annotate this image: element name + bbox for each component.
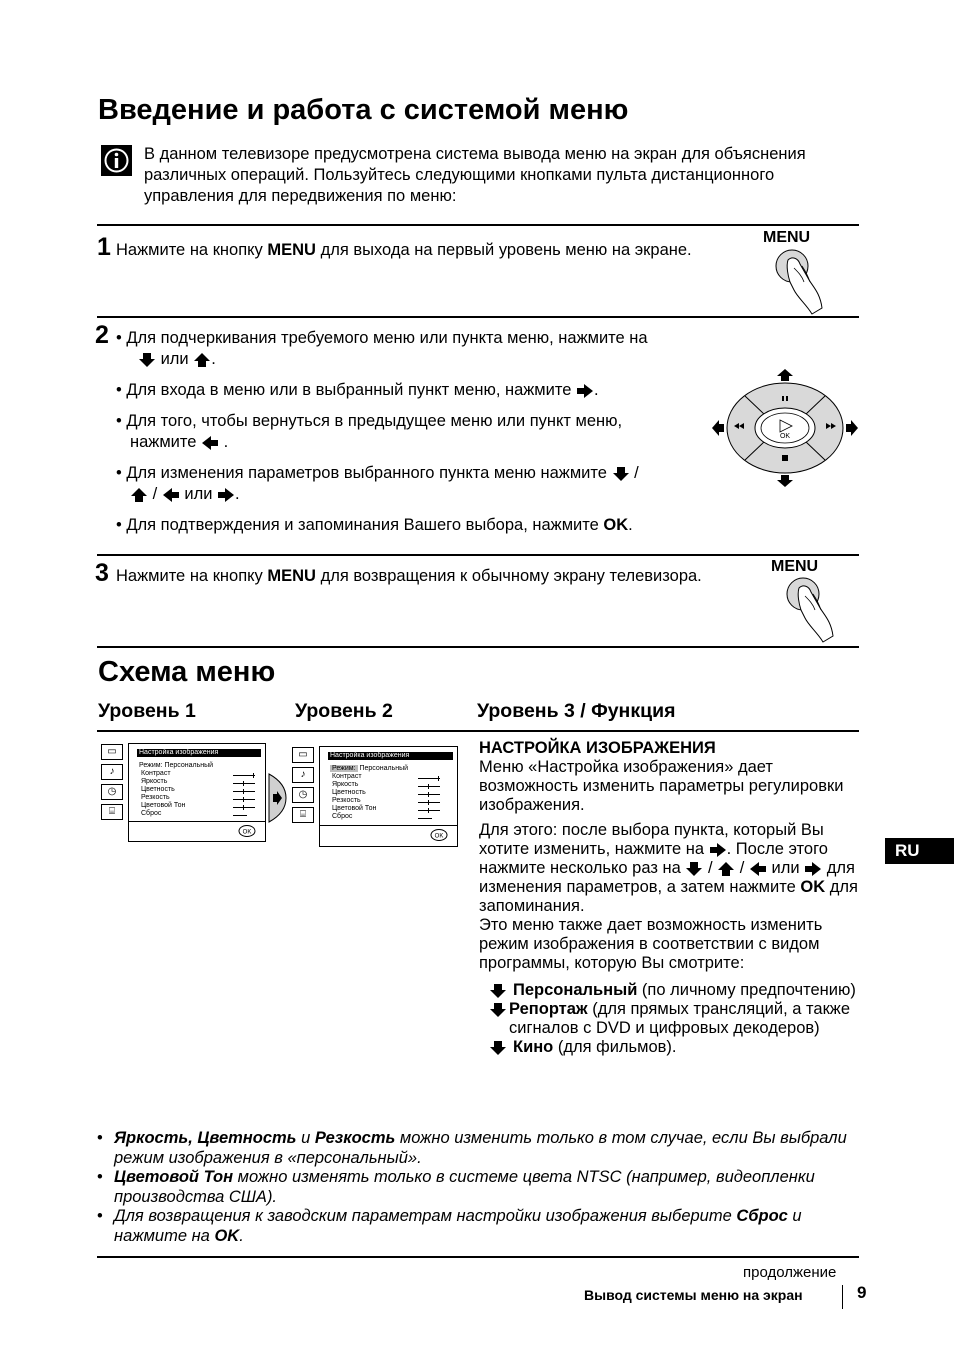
mode-row: Режим: Персональный: [139, 762, 214, 769]
sound-menu-icon: ♪: [292, 767, 314, 783]
description-paragraph: Меню «Настройка изображения» дает возможность изменить параметры регулировки изображения.: [479, 758, 844, 814]
right-arrow-button-icon: [266, 772, 288, 824]
continued-label: продолжение: [743, 1264, 837, 1281]
picture-menu-icon: ▭: [101, 744, 123, 760]
description-block: [479, 738, 859, 1057]
footer-section-title: Вывод системы меню на экран: [584, 1287, 803, 1303]
arrow-down-icon: [489, 1002, 507, 1018]
level-1-heading: Уровень 1: [98, 700, 196, 722]
navigation-pad-icon: [712, 369, 858, 487]
arrow-up-icon: [193, 352, 211, 368]
arrow-down-icon: [612, 466, 630, 482]
picture-menu-icon: ▭: [292, 747, 314, 763]
menu-item: Контраст: [332, 773, 362, 780]
language-tab: RU: [885, 838, 954, 864]
menu-item: Сброс: [141, 810, 162, 817]
arrow-down-icon: [489, 983, 507, 999]
menu-item: Контраст: [141, 770, 171, 777]
description-paragraph: Это меню также дает возможность изменить режим изображения в соответствии с видом программы, которую Вы смотрите:: [479, 916, 823, 972]
step2-bullet-2: • Для входа в меню или в выбранный пункт меню, нажмите .: [116, 381, 599, 399]
ok-button-icon: [238, 825, 256, 837]
step1-text: Нажмите на кнопку MENU для выхода на первый уровень меню на экране.: [116, 241, 692, 259]
divider: [97, 224, 859, 226]
arrow-right-icon: [709, 842, 727, 858]
step2-bullet-3: • Для того, чтобы вернуться в предыдущее меню или пункт меню, нажмите .: [116, 412, 623, 451]
menu-panel-level-2: [319, 746, 458, 847]
menu-item: Сброс: [332, 813, 353, 820]
note-item: • Для возвращения к заводским параметрам настройки изображения выберите Сброс и нажмите на OK.: [97, 1207, 802, 1245]
notes-list: [97, 1129, 867, 1246]
menu-button-hand-icon: [772, 246, 828, 316]
menu-button-label: MENU: [771, 558, 819, 575]
step-number: 1: [97, 233, 111, 261]
mode-row: Режим: Персональный: [332, 765, 409, 772]
menu-item: Цветность: [141, 786, 175, 793]
divider: [97, 554, 859, 556]
arrow-right-icon: [217, 487, 235, 503]
menu-item: Цветовой Тон: [332, 805, 377, 812]
menu-item: Резкость: [141, 794, 170, 801]
panel-title: Настройка изображения: [328, 752, 453, 760]
arrow-down-icon: [489, 1040, 507, 1056]
divider: [97, 1256, 859, 1258]
svg-text:OK: OK: [434, 833, 444, 840]
arrow-left-icon: [749, 861, 767, 877]
sound-menu-icon: ♪: [101, 764, 123, 780]
arrow-up-icon: [717, 861, 735, 877]
description-paragraph: Для этого: после выбора пункта, который Вы хотите изменить, нажмите на . После этого нажмите несколько раз на / / или для изменения параметров, а затем нажмите OK для запоминания.: [479, 821, 858, 915]
arrow-up-icon: [130, 487, 148, 503]
page-number: 9: [857, 1283, 867, 1302]
step2-bullet-5: • Для подтверждения и запоминания Вашего выбора, нажмите OK.: [116, 516, 633, 534]
menu-item: Цветовой Тон: [141, 802, 186, 809]
menu-button-hand-icon: [783, 574, 839, 644]
step-number: 2: [95, 321, 109, 349]
mode-item: Кино (для фильмов).: [489, 1038, 859, 1057]
svg-text:OK: OK: [242, 829, 252, 836]
ok-label: OK: [779, 433, 791, 440]
description-heading: НАСТРОЙКА ИЗОБРАЖЕНИЯ: [479, 739, 716, 757]
menu-item: Резкость: [332, 797, 361, 804]
arrow-left-icon: [162, 487, 180, 503]
setup-menu-icon: ⌸: [292, 807, 314, 823]
level-3-heading: Уровень 3 / Функция: [477, 700, 676, 722]
note-item: • Яркость, Цветность и Резкость можно изменить только в том случае, если Вы выбрали режим изображения в «персональный».: [97, 1129, 847, 1167]
intro-text: В данном телевизоре предусмотрена система вывода меню на экран для объяснения различных операций. Пользуйтесь следующими кнопками пульта дистанционного управления для передвижения по меню:: [144, 145, 806, 205]
setup-menu-icon: ⌸: [101, 804, 123, 820]
step2-bullet-1: • Для подчеркивания требуемого меню или пункта меню, нажмите на или .: [116, 329, 648, 368]
timer-menu-icon: ◷: [292, 787, 314, 803]
panel-title: Настройка изображения: [137, 749, 261, 757]
step3-text: Нажмите на кнопку MENU для возвращения к обычному экрану телевизора.: [116, 567, 702, 585]
level-2-heading: Уровень 2: [295, 700, 393, 722]
page-title: Введение и работа с системой меню: [98, 94, 629, 126]
section-title: Схема меню: [98, 656, 276, 688]
footer-separator: [842, 1285, 843, 1309]
arrow-down-icon: [685, 861, 703, 877]
mode-item: Персональный (по личному предпочтению): [489, 981, 859, 1000]
step-number: 3: [95, 559, 109, 587]
ok-button-icon: [430, 829, 448, 841]
arrow-left-icon: [201, 435, 219, 451]
mode-list: [479, 981, 859, 1057]
info-icon: [101, 145, 132, 176]
menu-item: Цветность: [332, 789, 366, 796]
menu-button-label: MENU: [763, 229, 811, 246]
arrow-right-icon: [576, 383, 594, 399]
menu-item: Яркость: [332, 781, 359, 788]
note-item: • Цветовой Тон можно изменять только в системе цвета NTSC (например, видеопленки производства США).: [97, 1168, 815, 1206]
timer-menu-icon: ◷: [101, 784, 123, 800]
arrow-right-icon: [804, 861, 822, 877]
divider: [97, 646, 859, 648]
step2-bullet-4: • Для изменения параметров выбранного пункта меню нажмите / / или .: [116, 464, 639, 503]
menu-panel-level-1: [128, 743, 266, 842]
divider: [97, 316, 859, 318]
divider: [97, 730, 859, 732]
mode-item: Репортаж (для прямых трансляций, а также сигналов с DVD и цифровых декодеров): [489, 1000, 859, 1038]
arrow-down-icon: [138, 352, 156, 368]
menu-item: Яркость: [141, 778, 168, 785]
